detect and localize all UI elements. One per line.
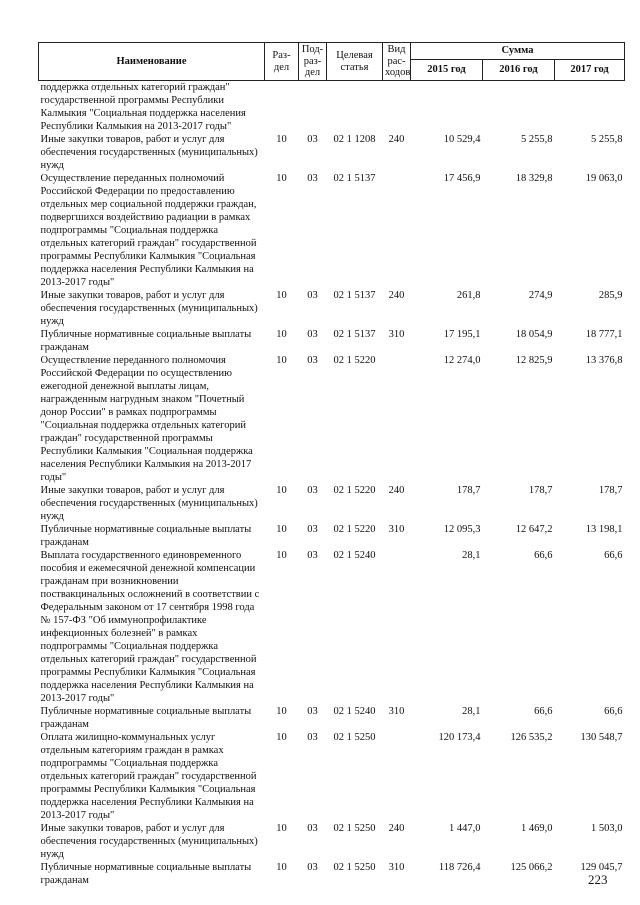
row-expense-type-cell (383, 549, 411, 705)
row-section-cell: 10 (276, 524, 287, 535)
row-section-cell: 10 (276, 290, 287, 301)
row-sum-2016-cell: 66,6 (534, 550, 553, 561)
row-sum-2016-cell: 274,9 (528, 290, 553, 301)
row-sum-2017-cell: 5 255,8 (591, 134, 623, 145)
row-target-article-cell: 02 1 5220 (333, 524, 376, 535)
row-expense-type-cell: 240 (388, 290, 405, 301)
table-row (39, 289, 625, 328)
row-name-cell: Осуществление переданного полномочия Российской Федерации по осуществлению ежегодной денежной выплаты лицам, награжденным нагрудным знаком "Почетный донор России" в рамках подпрограммы "Социальная поддержка отдельных категорий граждан" государственной программы Республики Калмыкия "Социальная поддержка населения Республики Калмыкия на 2013-2017 годы" (40, 355, 253, 483)
row-sum-2017-cell: 130 548,7 (580, 732, 623, 743)
row-sum-2017-cell: 66,6 (604, 706, 623, 717)
row-section-cell: 10 (276, 732, 287, 743)
table-row (39, 705, 625, 731)
row-expense-type-cell: 310 (388, 524, 405, 535)
column-header-year-2016: 2016 год (483, 60, 555, 81)
table-header (39, 43, 625, 81)
row-sum-2015-cell: 28,1 (462, 550, 481, 561)
row-sum-2017-cell: 13 198,1 (585, 524, 623, 535)
row-subsection-cell: 03 (307, 706, 318, 717)
row-sum-2016-cell: 18 329,8 (515, 173, 553, 184)
row-sum-2015-cell: 17 456,9 (443, 173, 481, 184)
row-subsection-cell: 03 (307, 524, 318, 535)
row-target-article-cell: 02 1 5220 (333, 485, 376, 496)
table-row (39, 731, 625, 822)
budget-table (38, 42, 625, 887)
row-expense-type-cell: 310 (388, 329, 405, 340)
table-row (39, 549, 625, 705)
row-subsection-cell: 03 (307, 329, 318, 340)
row-sum-2015-cell: 17 195,1 (443, 329, 481, 340)
row-target-article-cell: 02 1 5250 (333, 862, 376, 873)
row-section-cell: 10 (276, 173, 287, 184)
row-subsection-cell (299, 81, 327, 134)
row-sum-2017-cell: 13 376,8 (585, 355, 623, 366)
row-target-article-cell: 02 1 5220 (333, 355, 376, 366)
row-section-cell: 10 (276, 706, 287, 717)
row-expense-type-cell: 310 (388, 862, 405, 873)
row-sum-2016-cell (483, 81, 555, 134)
row-sum-2016-cell: 1 469,0 (521, 823, 553, 834)
row-expense-type-cell: 240 (388, 485, 405, 496)
row-name-cell: Осуществление переданных полномочий Российской Федерации по предоставлению отдельных мер социальной поддержки граждан, подвергшихся воздействию радиации в рамках подпрограммы "Социальная поддержка отдельных категорий граждан" государственной программы Республики Калмыкия "Социальная поддержка населения Республики Калмыкия на 2013-2017 годы" (40, 173, 257, 288)
row-expense-type-cell (383, 731, 411, 822)
row-sum-2015-cell: 118 726,4 (438, 862, 481, 873)
row-sum-2015-cell (411, 81, 483, 134)
row-section-cell: 10 (276, 550, 287, 561)
row-section-cell: 10 (276, 134, 287, 145)
row-expense-type-cell: 240 (388, 134, 405, 145)
row-subsection-cell: 03 (307, 173, 318, 184)
row-section-cell: 10 (276, 862, 287, 873)
page-number: 223 (588, 872, 608, 887)
row-subsection-cell: 03 (307, 485, 318, 496)
row-sum-2016-cell: 178,7 (528, 485, 553, 496)
column-group-sum: Сумма (411, 43, 625, 60)
row-name-cell: Иные закупки товаров, работ и услуг для обеспечения государственных (муниципальных) нужд (40, 823, 258, 860)
column-header-year-2015: 2015 год (411, 60, 483, 81)
table-row (39, 133, 625, 172)
row-subsection-cell: 03 (307, 823, 318, 834)
row-expense-type-cell (383, 81, 411, 134)
row-name-cell: Публичные нормативные социальные выплаты гражданам (40, 706, 252, 730)
row-section-cell: 10 (276, 329, 287, 340)
row-name-cell: Иные закупки товаров, работ и услуг для обеспечения государственных (муниципальных) нужд (40, 290, 258, 327)
row-sum-2017-cell (555, 81, 625, 134)
table-row (39, 354, 625, 484)
row-target-article-cell: 02 1 5137 (333, 290, 376, 301)
row-section-cell: 10 (276, 823, 287, 834)
row-name-cell: Оплата жилищно-коммунальных услуг отдельным категориям граждан в рамках подпрограммы "Социальная поддержка отдельных категорий граждан" государственной программы Республики Калмыкия "Социальная поддержка населения Республики Калмыкия на 2013-2017 годы" (40, 732, 257, 821)
row-expense-type-cell: 240 (388, 823, 405, 834)
table-row (39, 861, 625, 887)
table-row (39, 172, 625, 289)
row-target-article-cell: 02 1 5137 (333, 173, 376, 184)
row-subsection-cell: 03 (307, 355, 318, 366)
row-sum-2016-cell: 12 647,2 (515, 524, 553, 535)
row-sum-2015-cell: 178,7 (456, 485, 481, 496)
row-sum-2016-cell: 12 825,9 (515, 355, 553, 366)
row-target-article-cell: 02 1 1208 (333, 134, 376, 145)
table-row (39, 484, 625, 523)
row-sum-2017-cell: 178,7 (598, 485, 623, 496)
table-row (39, 523, 625, 549)
row-target-article-cell: 02 1 5250 (333, 732, 376, 743)
row-name-cell: Публичные нормативные социальные выплаты гражданам (40, 329, 252, 353)
row-sum-2015-cell: 120 173,4 (438, 732, 481, 743)
table-row (39, 822, 625, 861)
row-subsection-cell: 03 (307, 862, 318, 873)
row-name-cell: Выплата государственного единовременного пособия и ежемесячной денежной компенсации гражданам при возникновении поствакцинальных осложнений в соответствии с Федеральным законом от 17 сентября 1998 года № 157-ФЗ "Об иммунопрофилактике инфекционных болезней" в рамках подпрограммы "Социальная поддержка отдельных категорий граждан" государственной программы Республики Калмыкия "Социальная поддержка населения Республики Калмыкия на 2013-2017 годы" (40, 550, 260, 704)
row-target-article-cell: 02 1 5137 (333, 329, 376, 340)
row-target-article-cell: 02 1 5250 (333, 823, 376, 834)
row-name-cell: поддержка отдельных категорий граждан" государственной программы Республики Калмыкия "Социальная поддержка населения Республики Калмыкия на 2013-2017 годы" (40, 82, 246, 132)
row-subsection-cell: 03 (307, 134, 318, 145)
table-body (39, 81, 625, 888)
column-header-subsection: Под- раз- дел (299, 43, 327, 81)
row-sum-2015-cell: 261,8 (456, 290, 481, 301)
row-sum-2016-cell: 18 054,9 (515, 329, 553, 340)
row-name-cell: Публичные нормативные социальные выплаты гражданам (40, 862, 252, 886)
row-sum-2017-cell: 18 777,1 (585, 329, 623, 340)
row-sum-2017-cell: 19 063,0 (585, 173, 623, 184)
budget-sheet (38, 42, 624, 887)
row-expense-type-cell: 310 (388, 706, 405, 717)
row-expense-type-cell (383, 172, 411, 289)
row-name-cell: Публичные нормативные социальные выплаты гражданам (40, 524, 252, 548)
column-header-section: Раз- дел (265, 43, 299, 81)
column-header-expense-type: Вид рас- ходов (383, 43, 411, 81)
row-subsection-cell: 03 (307, 550, 318, 561)
row-target-article-cell: 02 1 5240 (333, 706, 376, 717)
row-sum-2017-cell: 66,6 (604, 550, 623, 561)
row-sum-2016-cell: 125 066,2 (510, 862, 553, 873)
row-sum-2016-cell: 126 535,2 (510, 732, 553, 743)
row-sum-2015-cell: 1 447,0 (449, 823, 481, 834)
row-subsection-cell: 03 (307, 290, 318, 301)
row-section-cell (265, 81, 299, 134)
row-sum-2015-cell: 28,1 (462, 706, 481, 717)
row-sum-2017-cell: 1 503,0 (591, 823, 623, 834)
row-sum-2017-cell: 285,9 (598, 290, 623, 301)
table-row (39, 328, 625, 354)
row-name-cell: Иные закупки товаров, работ и услуг для обеспечения государственных (муниципальных) нужд (40, 134, 258, 171)
column-header-target-article: Целевая статья (327, 43, 383, 81)
row-sum-2017-cell: 129 045,7 (580, 862, 623, 873)
column-header-name: Наименование (39, 43, 265, 81)
row-section-cell: 10 (276, 485, 287, 496)
row-sum-2016-cell: 5 255,8 (521, 134, 553, 145)
row-sum-2015-cell: 12 274,0 (443, 355, 481, 366)
row-subsection-cell: 03 (307, 732, 318, 743)
row-target-article-cell: 02 1 5240 (333, 550, 376, 561)
row-sum-2015-cell: 10 529,4 (443, 134, 481, 145)
row-expense-type-cell (383, 354, 411, 484)
row-section-cell: 10 (276, 355, 287, 366)
column-header-year-2017: 2017 год (555, 60, 625, 81)
row-target-article-cell (327, 81, 383, 134)
table-row (39, 81, 625, 134)
row-name-cell: Иные закупки товаров, работ и услуг для обеспечения государственных (муниципальных) нужд (40, 485, 258, 522)
row-sum-2015-cell: 12 095,3 (443, 524, 481, 535)
row-sum-2016-cell: 66,6 (534, 706, 553, 717)
